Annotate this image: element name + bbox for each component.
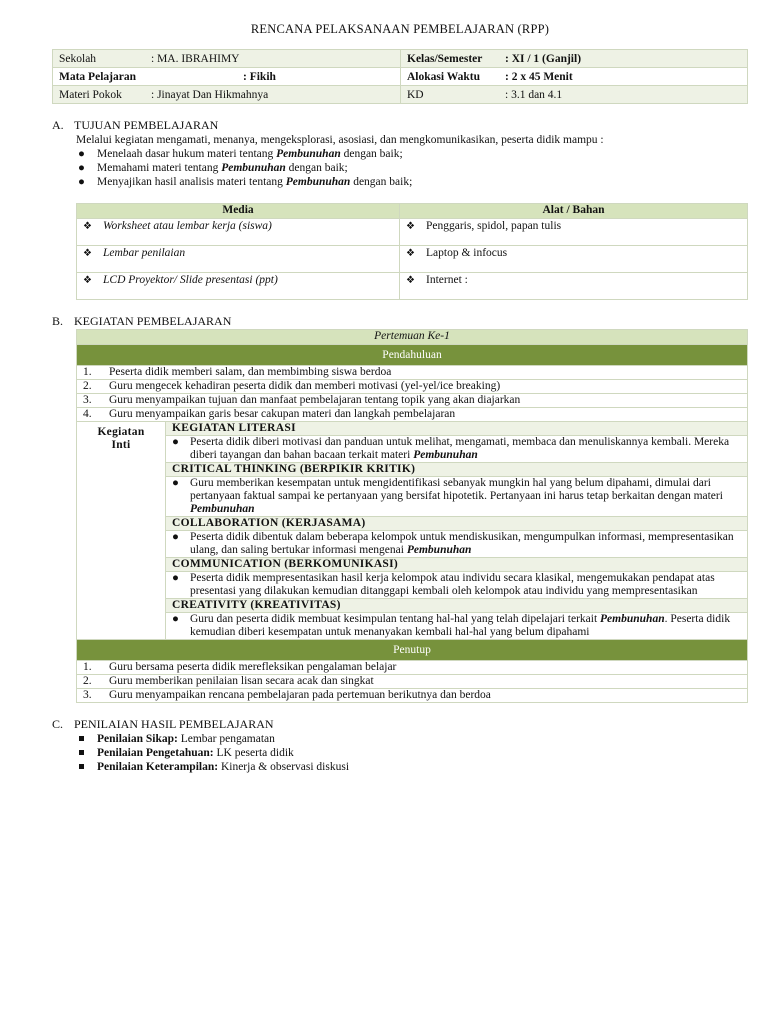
- section-c-heading: [52, 717, 748, 732]
- list-item: ● Memahami materi tentang Pembunuhan dengan baik;: [78, 162, 348, 174]
- creat-heading: CREATIVITY (KREATIVITAS): [166, 599, 748, 613]
- table-row: 2. Guru mengecek kehadiran peserta didik dan memberi motivasi (yel-yel/ice breaking): [77, 380, 748, 394]
- critical-heading-row: [77, 463, 748, 477]
- table-row: ● Peserta didik dibentuk dalam beberapa kelompok untuk mendiskusikan, mengumpulkan informasi, mempresentasikan ulang, dan saling bertukar informasi mengenai Pembunuhan: [77, 531, 748, 558]
- penutup-row: [77, 640, 748, 661]
- document-title: RENCANA PELAKSANAAN PEMBELAJARAN (RPP): [250, 22, 550, 36]
- bullet-icon: ●: [172, 436, 179, 448]
- sekolah-cell: [53, 50, 401, 68]
- bullet-icon: ●: [172, 477, 179, 489]
- objectives-list: [76, 147, 748, 189]
- list-item: Penilaian Sikap: Lembar pengamatan: [76, 732, 748, 746]
- square-bullet-icon: [79, 764, 84, 769]
- identity-table: [52, 49, 748, 104]
- kd-cell: [401, 86, 748, 104]
- table-row: 3. Guru menyampaikan rencana pembelajaran pada pertemuan berikutnya dan berdoa: [77, 689, 748, 703]
- alat-cell: ❖ Laptop & infocus: [400, 246, 748, 273]
- penutup-label: Penutup: [77, 640, 748, 661]
- alokasi-label: Alokasi Waktu: [407, 70, 480, 83]
- kd-label: KD: [407, 88, 424, 101]
- materi-value: : Jinayat Dan Hikmahnya: [151, 88, 269, 101]
- section-title: KEGIATAN PEMBELAJARAN: [74, 314, 232, 328]
- table-row: [77, 273, 748, 300]
- section-title: PENILAIAN HASIL PEMBELAJARAN: [74, 717, 274, 731]
- list-item: ● Menyajikan hasil analisis materi tentang Pembunuhan dengan baik;: [78, 176, 413, 188]
- creat-heading-row: [77, 599, 748, 613]
- mapel-cell: [53, 68, 401, 86]
- materi-cell: [53, 86, 401, 104]
- list-item: Penilaian Pengetahuan: LK peserta didik: [76, 746, 748, 760]
- section-c-body: [76, 732, 748, 774]
- section-a-body: [76, 133, 748, 189]
- section-letter: A.: [52, 118, 64, 132]
- table-row: 1. Guru bersama peserta didik merefleksikan pengalaman belajar: [77, 661, 748, 675]
- kelas-label: Kelas/Semester: [407, 52, 483, 65]
- section-b-heading: [52, 314, 748, 329]
- diamond-bullet-icon: ❖: [83, 221, 92, 232]
- alat-column-header: Alat / Bahan: [400, 204, 748, 219]
- literasi-heading: KEGIATAN LITERASI: [166, 422, 748, 436]
- pendahuluan-row: [77, 345, 748, 366]
- bullet-icon: ●: [78, 176, 85, 188]
- table-row: 3. Guru menyampaikan tujuan dan manfaat pembelajaran tentang topik yang akan diajarkan: [77, 394, 748, 408]
- assessment-list: [76, 732, 748, 774]
- bullet-icon: ●: [172, 613, 179, 625]
- section-a-heading: [52, 118, 748, 133]
- diamond-bullet-icon: ❖: [83, 248, 92, 259]
- critical-heading: CRITICAL THINKING (BERPIKIR KRITIK): [166, 463, 748, 477]
- alokasi-value: : 2 x 45 Menit: [505, 70, 573, 83]
- list-item: Penilaian Keterampilan: Kinerja & observasi diskusi: [76, 760, 748, 774]
- bullet-icon: ●: [78, 148, 85, 160]
- diamond-bullet-icon: ❖: [406, 248, 415, 259]
- section-letter: C.: [52, 717, 64, 731]
- kelas-cell: [401, 50, 748, 68]
- sekolah-value: : MA. IBRAHIMY: [151, 52, 240, 65]
- table-row: 2. Guru memberikan penilaian lisan secara acak dan singkat: [77, 675, 748, 689]
- identity-row: [53, 86, 748, 104]
- sekolah-label: Sekolah: [59, 52, 97, 65]
- alat-cell: ❖ Penggaris, spidol, papan tulis: [400, 219, 748, 246]
- square-bullet-icon: [79, 750, 84, 755]
- table-row: ● Guru dan peserta didik membuat kesimpulan tentang hal-hal yang telah dipelajari terkait Pembunuhan. Peserta didik kemudian diberi kesempatan untuk menanyakan kembali hal-hal yang belum dipahami: [77, 613, 748, 640]
- table-row: 4. Guru menyampaikan garis besar cakupan materi dan langkah pembelajaran: [77, 408, 748, 422]
- media-cell: ❖ Worksheet atau lembar kerja (siswa): [77, 219, 400, 246]
- document-page: [52, 18, 748, 774]
- table-row: 1. Peserta didik memberi salam, dan membimbing siswa berdoa: [77, 366, 748, 380]
- kelas-value: : XI / 1 (Ganjil): [505, 52, 582, 65]
- table-row: ● Guru memberikan kesempatan untuk mengidentifikasi sebanyak mungkin hal yang belum dipahami, dimulai dari pertanyaan faktual sampai ke pertanyaan yang bersifat hipotetik. Pertanyaan ini harus tetap berkaitan dengan materi Pembunuhan: [77, 477, 748, 517]
- bullet-icon: ●: [172, 572, 179, 584]
- pertemuan-row: [77, 330, 748, 345]
- list-item: ● Menelaah dasar hukum materi tentang Pembunuhan dengan baik;: [78, 148, 403, 160]
- alat-cell: ❖ Internet :: [400, 273, 748, 300]
- table-row: [77, 246, 748, 273]
- identity-row: [53, 50, 748, 68]
- section-letter: B.: [52, 314, 64, 328]
- pertemuan-label: Pertemuan Ke-1: [77, 330, 748, 345]
- media-table: [76, 203, 748, 300]
- kd-value: : 3.1 dan 4.1: [505, 88, 563, 101]
- media-cell: ❖ Lembar penilaian: [77, 246, 400, 273]
- collab-heading: COLLABORATION (KERJASAMA): [166, 517, 748, 531]
- table-row: ● Peserta didik mempresentasikan hasil kerja kelompok atau individu secara klasikal, mengemukakan pendapat atas presentasi yang dilakukan kemudian ditanggapi kembali oleh kelompok atau individu yang mempresentasikan: [77, 572, 748, 599]
- collab-heading-row: [77, 517, 748, 531]
- comm-heading: COMMUNICATION (BERKOMUNIKASI): [166, 558, 748, 572]
- kegiatan-inti-label: Kegiatan Inti: [77, 422, 166, 640]
- diamond-bullet-icon: ❖: [406, 221, 415, 232]
- media-header-row: [77, 204, 748, 219]
- comm-heading-row: [77, 558, 748, 572]
- media-cell: ❖ LCD Proyektor/ Slide presentasi (ppt): [77, 273, 400, 300]
- alokasi-cell: [401, 68, 748, 86]
- objectives-intro: Melalui kegiatan mengamati, menanya, mengeksplorasi, asosiasi, dan mengkomunikasikan, peserta didik mampu :: [76, 134, 604, 146]
- mapel-label: Mata Pelajaran: [59, 70, 136, 83]
- activities-table: [76, 329, 748, 703]
- table-row: [77, 219, 748, 246]
- diamond-bullet-icon: ❖: [406, 275, 415, 286]
- identity-row: [53, 68, 748, 86]
- media-column-header: Media: [77, 204, 400, 219]
- bullet-icon: ●: [78, 162, 85, 174]
- materi-label: Materi Pokok: [59, 88, 122, 101]
- bullet-icon: ●: [172, 531, 179, 543]
- pendahuluan-label: Pendahuluan: [77, 345, 748, 366]
- table-row: ● Peserta didik diberi motivasi dan panduan untuk melihat, mengamati, membaca dan menuliskannya kembali. Mereka diberi tayangan dan bahan bacaan terkait materi Pembunuhan: [77, 436, 748, 463]
- literasi-heading-row: [77, 422, 748, 436]
- mapel-value: : Fikih: [243, 70, 276, 83]
- square-bullet-icon: [79, 736, 84, 741]
- section-title: TUJUAN PEMBELAJARAN: [74, 118, 219, 132]
- diamond-bullet-icon: ❖: [83, 275, 92, 286]
